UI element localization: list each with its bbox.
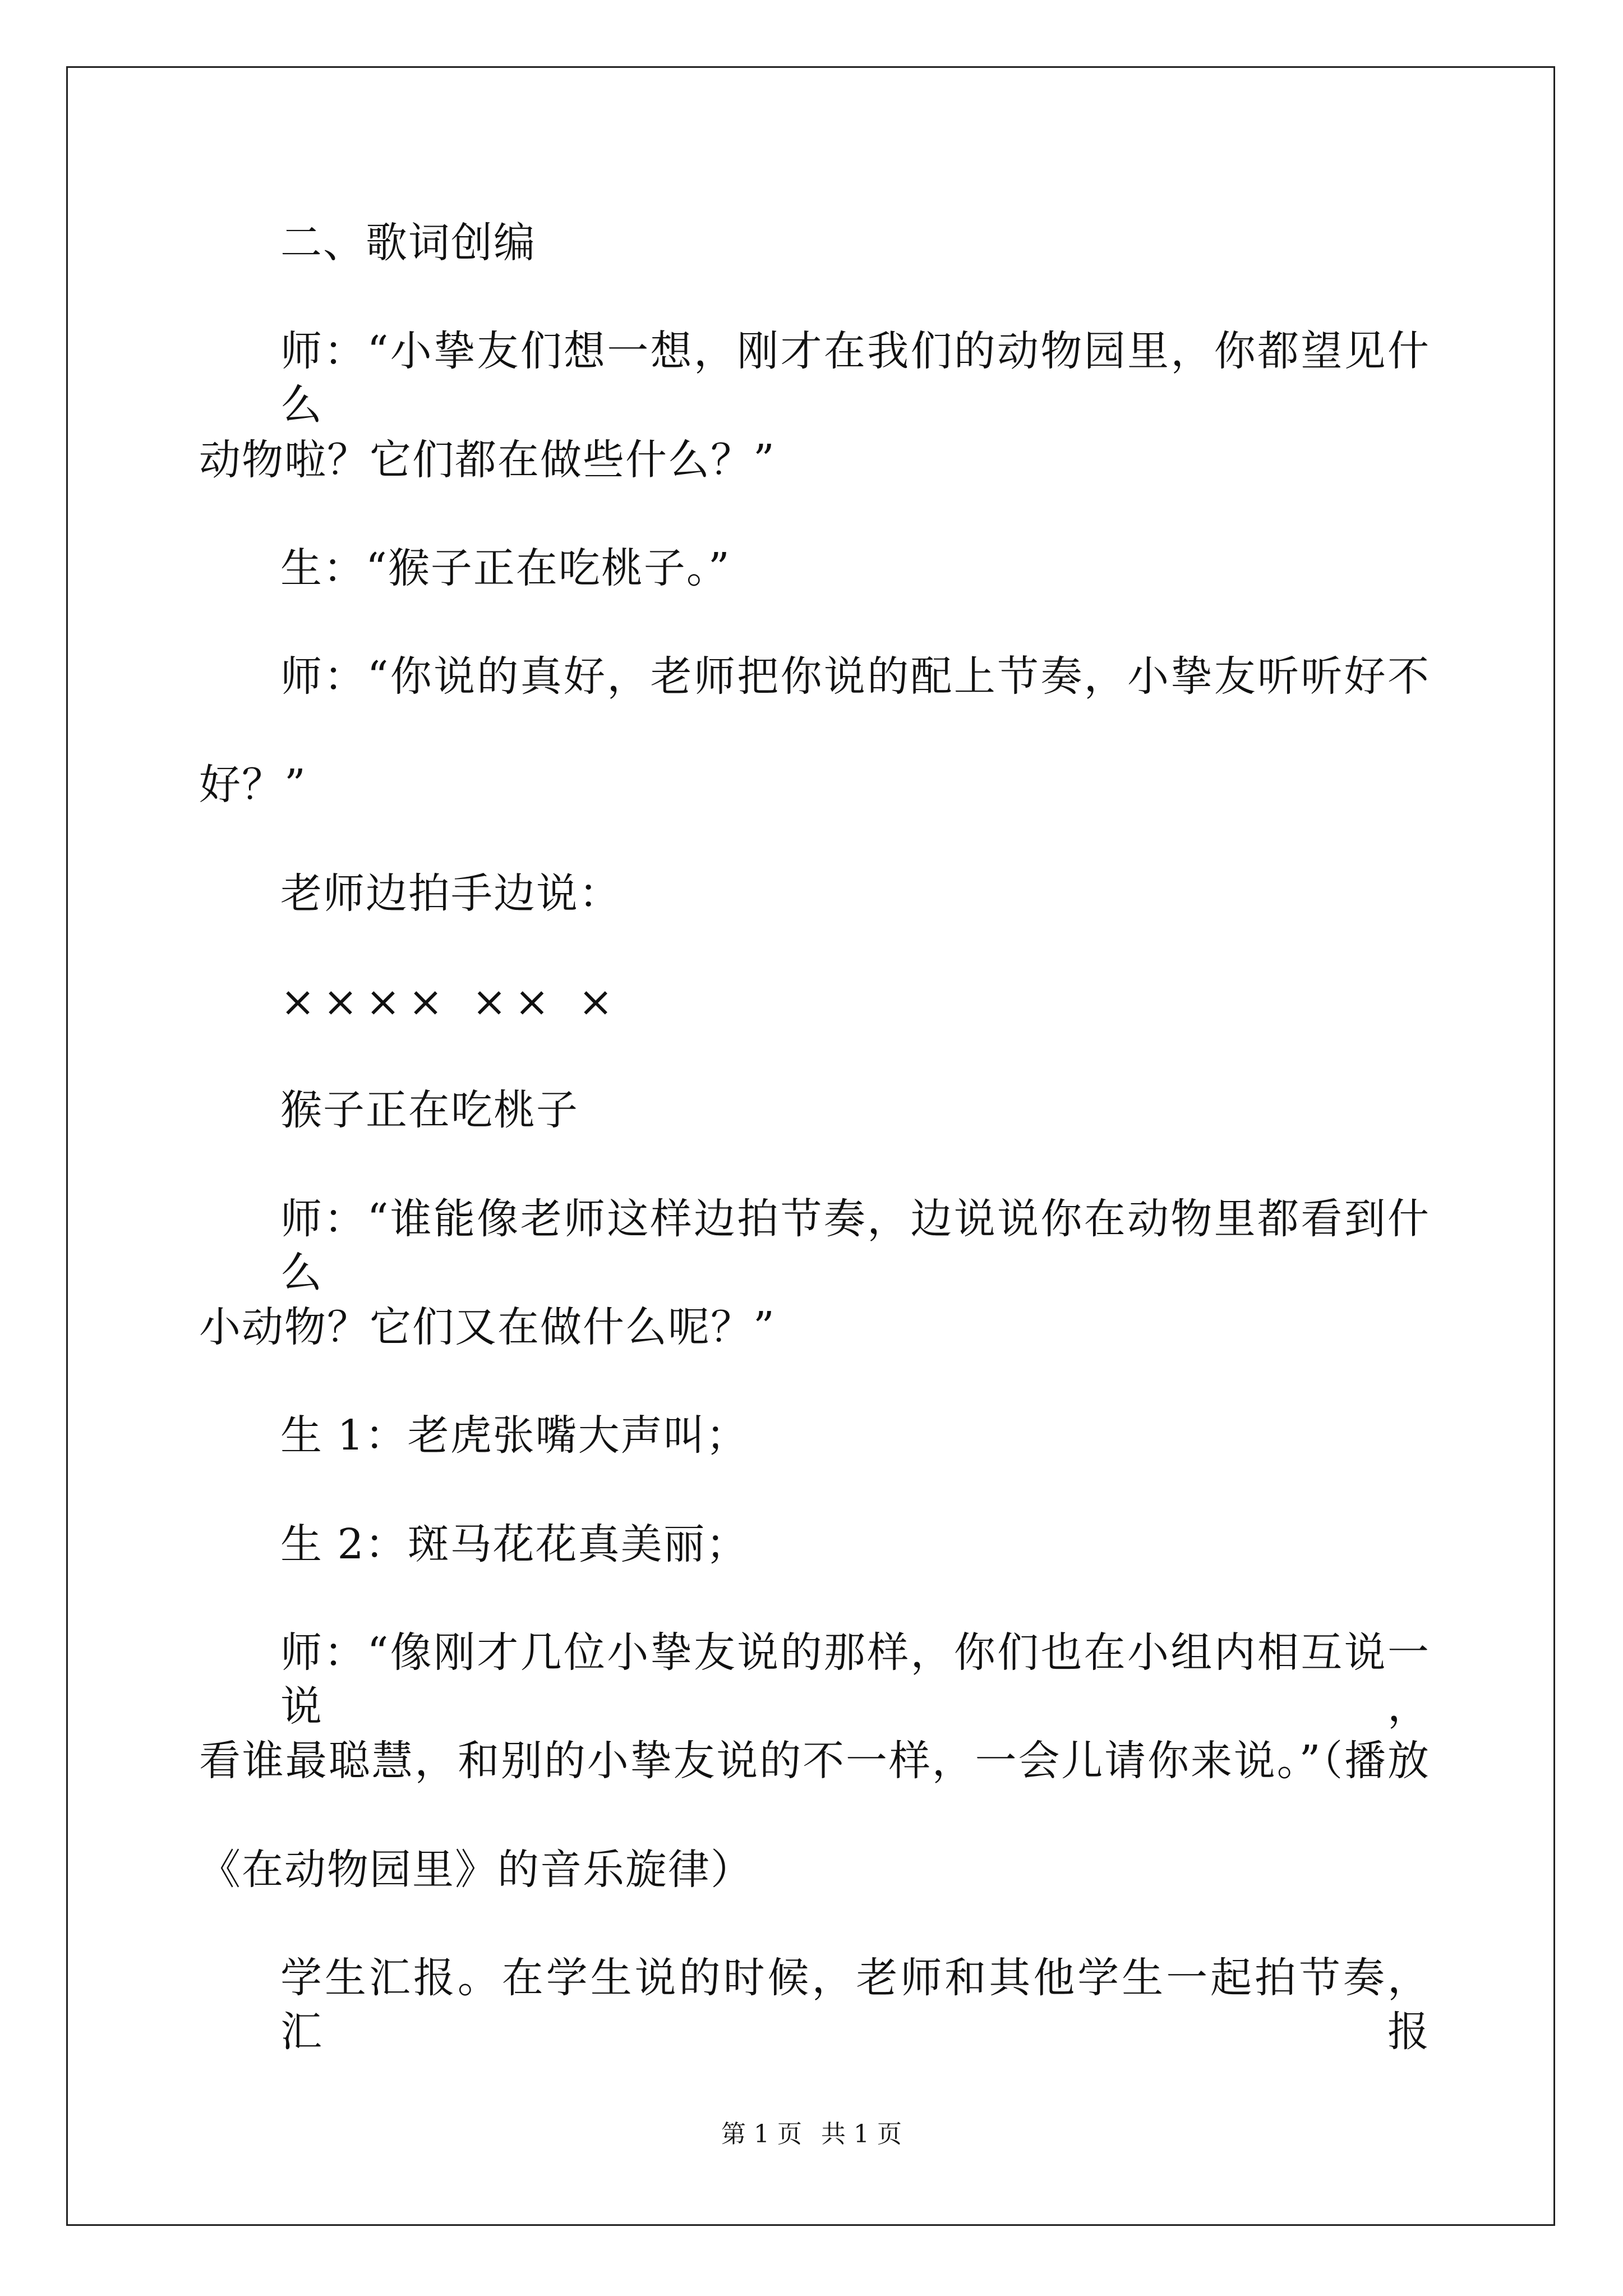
section-heading: 二、歌词创编	[280, 219, 536, 267]
paragraph-line: 学生汇报。在学生说的时候，老师和其他学生一起拍节奏，汇报	[280, 1954, 1430, 2056]
rhythm-notation: ×××× ×× ×	[280, 978, 621, 1026]
paragraph-line: 师：“谁能像老师这样边拍节奏，边说说你在动物里都看到什么	[280, 1195, 1430, 1297]
paragraph-line: 动物啦？它们都在做些什么？”	[199, 436, 776, 484]
paragraph-line: 生 1：老虎张嘴大声叫；	[280, 1411, 749, 1460]
paragraph-line: 看谁最聪慧，和别的小挚友说的不一样，一会儿请你来说。”（播放	[199, 1737, 1430, 1785]
paragraph-line: 生 2：斑马花花真美丽；	[280, 1520, 749, 1568]
paragraph-line: 小动物？它们又在做什么呢？”	[199, 1303, 776, 1351]
paragraph-line: 《在动物园里》的音乐旋律）	[199, 1846, 753, 1894]
total-pages: 共 1 页	[821, 2120, 902, 2148]
paragraph-line: 师：“像刚才几位小挚友说的那样，你们也在小组内相互说一说，	[280, 1628, 1430, 1731]
paragraph-line: 猴子正在吃桃子	[280, 1086, 579, 1134]
paragraph-line: 老师边拍手边说：	[280, 869, 621, 918]
paragraph-line: 好？”	[199, 761, 307, 809]
page-number: 第 1 页	[721, 2120, 802, 2148]
paragraph-line: 师：“你说的真好，老师把你说的配上节奏，小挚友听听好不	[280, 652, 1430, 701]
page-footer	[0, 2118, 1623, 2151]
paragraph-line: 生：“猴子正在吃桃子。”	[280, 544, 731, 592]
paragraph-line: 师：“小挚友们想一想，刚才在我们的动物园里，你都望见什么	[280, 327, 1430, 429]
